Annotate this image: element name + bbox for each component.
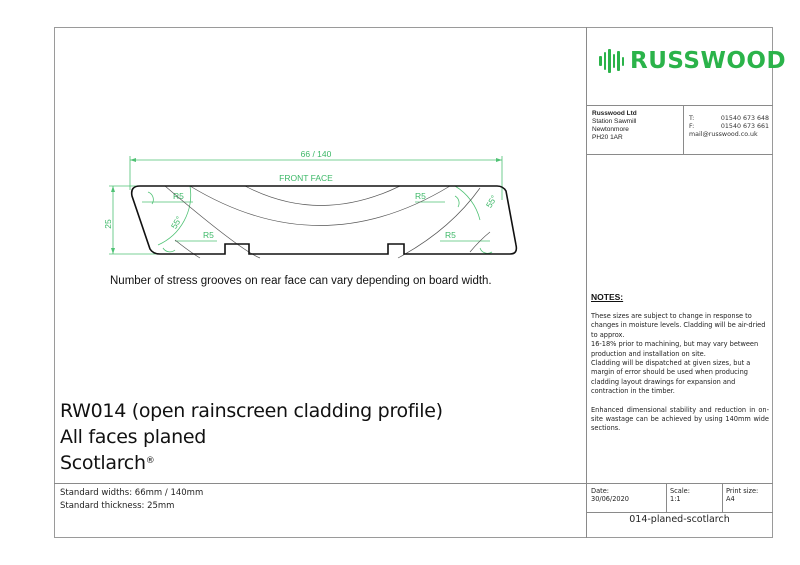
company-address xyxy=(592,110,637,142)
print-size-label: Print size: xyxy=(726,487,759,495)
radius-label: R5 xyxy=(203,230,214,240)
date-cell xyxy=(591,487,629,503)
logo-text: RUSSWOOD xyxy=(630,48,787,74)
russwood-logo xyxy=(599,48,786,74)
angle-label: 55° xyxy=(483,193,499,210)
company-name: Russwood Ltd xyxy=(592,110,637,117)
address-line: PH20 1AR xyxy=(592,134,623,141)
scale-label: Scale: xyxy=(670,487,690,495)
logo-bars-icon xyxy=(599,48,624,74)
board-outline xyxy=(132,186,517,254)
standard-widths: Standard widths: 66mm / 140mm xyxy=(60,488,204,498)
drawing-caption: Number of stress grooves on rear face can vary depending on board width. xyxy=(110,275,492,287)
standard-thickness: Standard thickness: 25mm xyxy=(60,501,175,511)
product-finish: All faces planed xyxy=(60,426,206,448)
product-title: RW014 (open rainscreen cladding profile) xyxy=(60,400,443,422)
radius-label: R5 xyxy=(173,191,184,201)
note-paragraph: Cladding will be dispatched at given sizes, but a margin of error should be used when producing cladding layout drawings for expansion and contraction in the timber. xyxy=(591,359,751,396)
file-name: 014-planed-scotlarch xyxy=(629,514,730,525)
address-line: Station Sawmill xyxy=(592,118,637,125)
date-value: 30/06/2020 xyxy=(591,495,630,503)
species-name: Scotlarch xyxy=(60,452,146,474)
title-block xyxy=(60,398,443,476)
front-face-label: FRONT FACE xyxy=(279,173,333,183)
divider-contact xyxy=(586,154,773,155)
address-line: Newtonmore xyxy=(592,126,629,133)
note-paragraph: 16-18% prior to machining, but may vary between production and installation on site. xyxy=(591,340,759,358)
divider-sidebar xyxy=(586,27,587,538)
note-paragraph: These sizes are subject to change in response to changes in moisture levels. Cladding will be air-dried to approx. xyxy=(591,312,766,339)
scale-cell xyxy=(670,487,690,503)
note-paragraph: Enhanced dimensional stability and reduction in on-site wastage can be achieved by using 140mm wide sections. xyxy=(591,405,769,433)
notes-heading: NOTES: xyxy=(591,292,624,302)
cladding-profile-drawing xyxy=(90,140,530,270)
standard-sizes xyxy=(60,487,203,513)
radius-label: R5 xyxy=(415,191,426,201)
fax-label: F: xyxy=(689,123,695,130)
company-contact xyxy=(689,115,769,139)
angle-label: 55° xyxy=(168,214,184,231)
registered-mark: ® xyxy=(145,456,155,466)
divider-meta xyxy=(586,512,773,513)
phone-label: T: xyxy=(689,115,695,122)
phone-number: 01540 673 648 xyxy=(720,115,769,122)
divider-meta-col2 xyxy=(722,483,723,512)
radius-label: R5 xyxy=(445,230,456,240)
divider-contact-col xyxy=(683,105,684,154)
notes-body xyxy=(591,312,769,434)
divider-logo xyxy=(586,105,773,106)
email-link[interactable]: mail@russwood.co.uk xyxy=(689,131,758,138)
product-species xyxy=(60,450,443,476)
fax-number: 01540 673 661 xyxy=(720,123,769,130)
scale-value: 1:1 xyxy=(670,495,681,503)
width-dimension: 66 / 140 xyxy=(300,149,332,159)
thickness-dimension: 25 xyxy=(103,219,113,229)
print-size-value: A4 xyxy=(726,495,735,503)
print-size-cell xyxy=(726,487,758,503)
date-label: Date: xyxy=(591,487,609,495)
divider-meta-col1 xyxy=(666,483,667,512)
